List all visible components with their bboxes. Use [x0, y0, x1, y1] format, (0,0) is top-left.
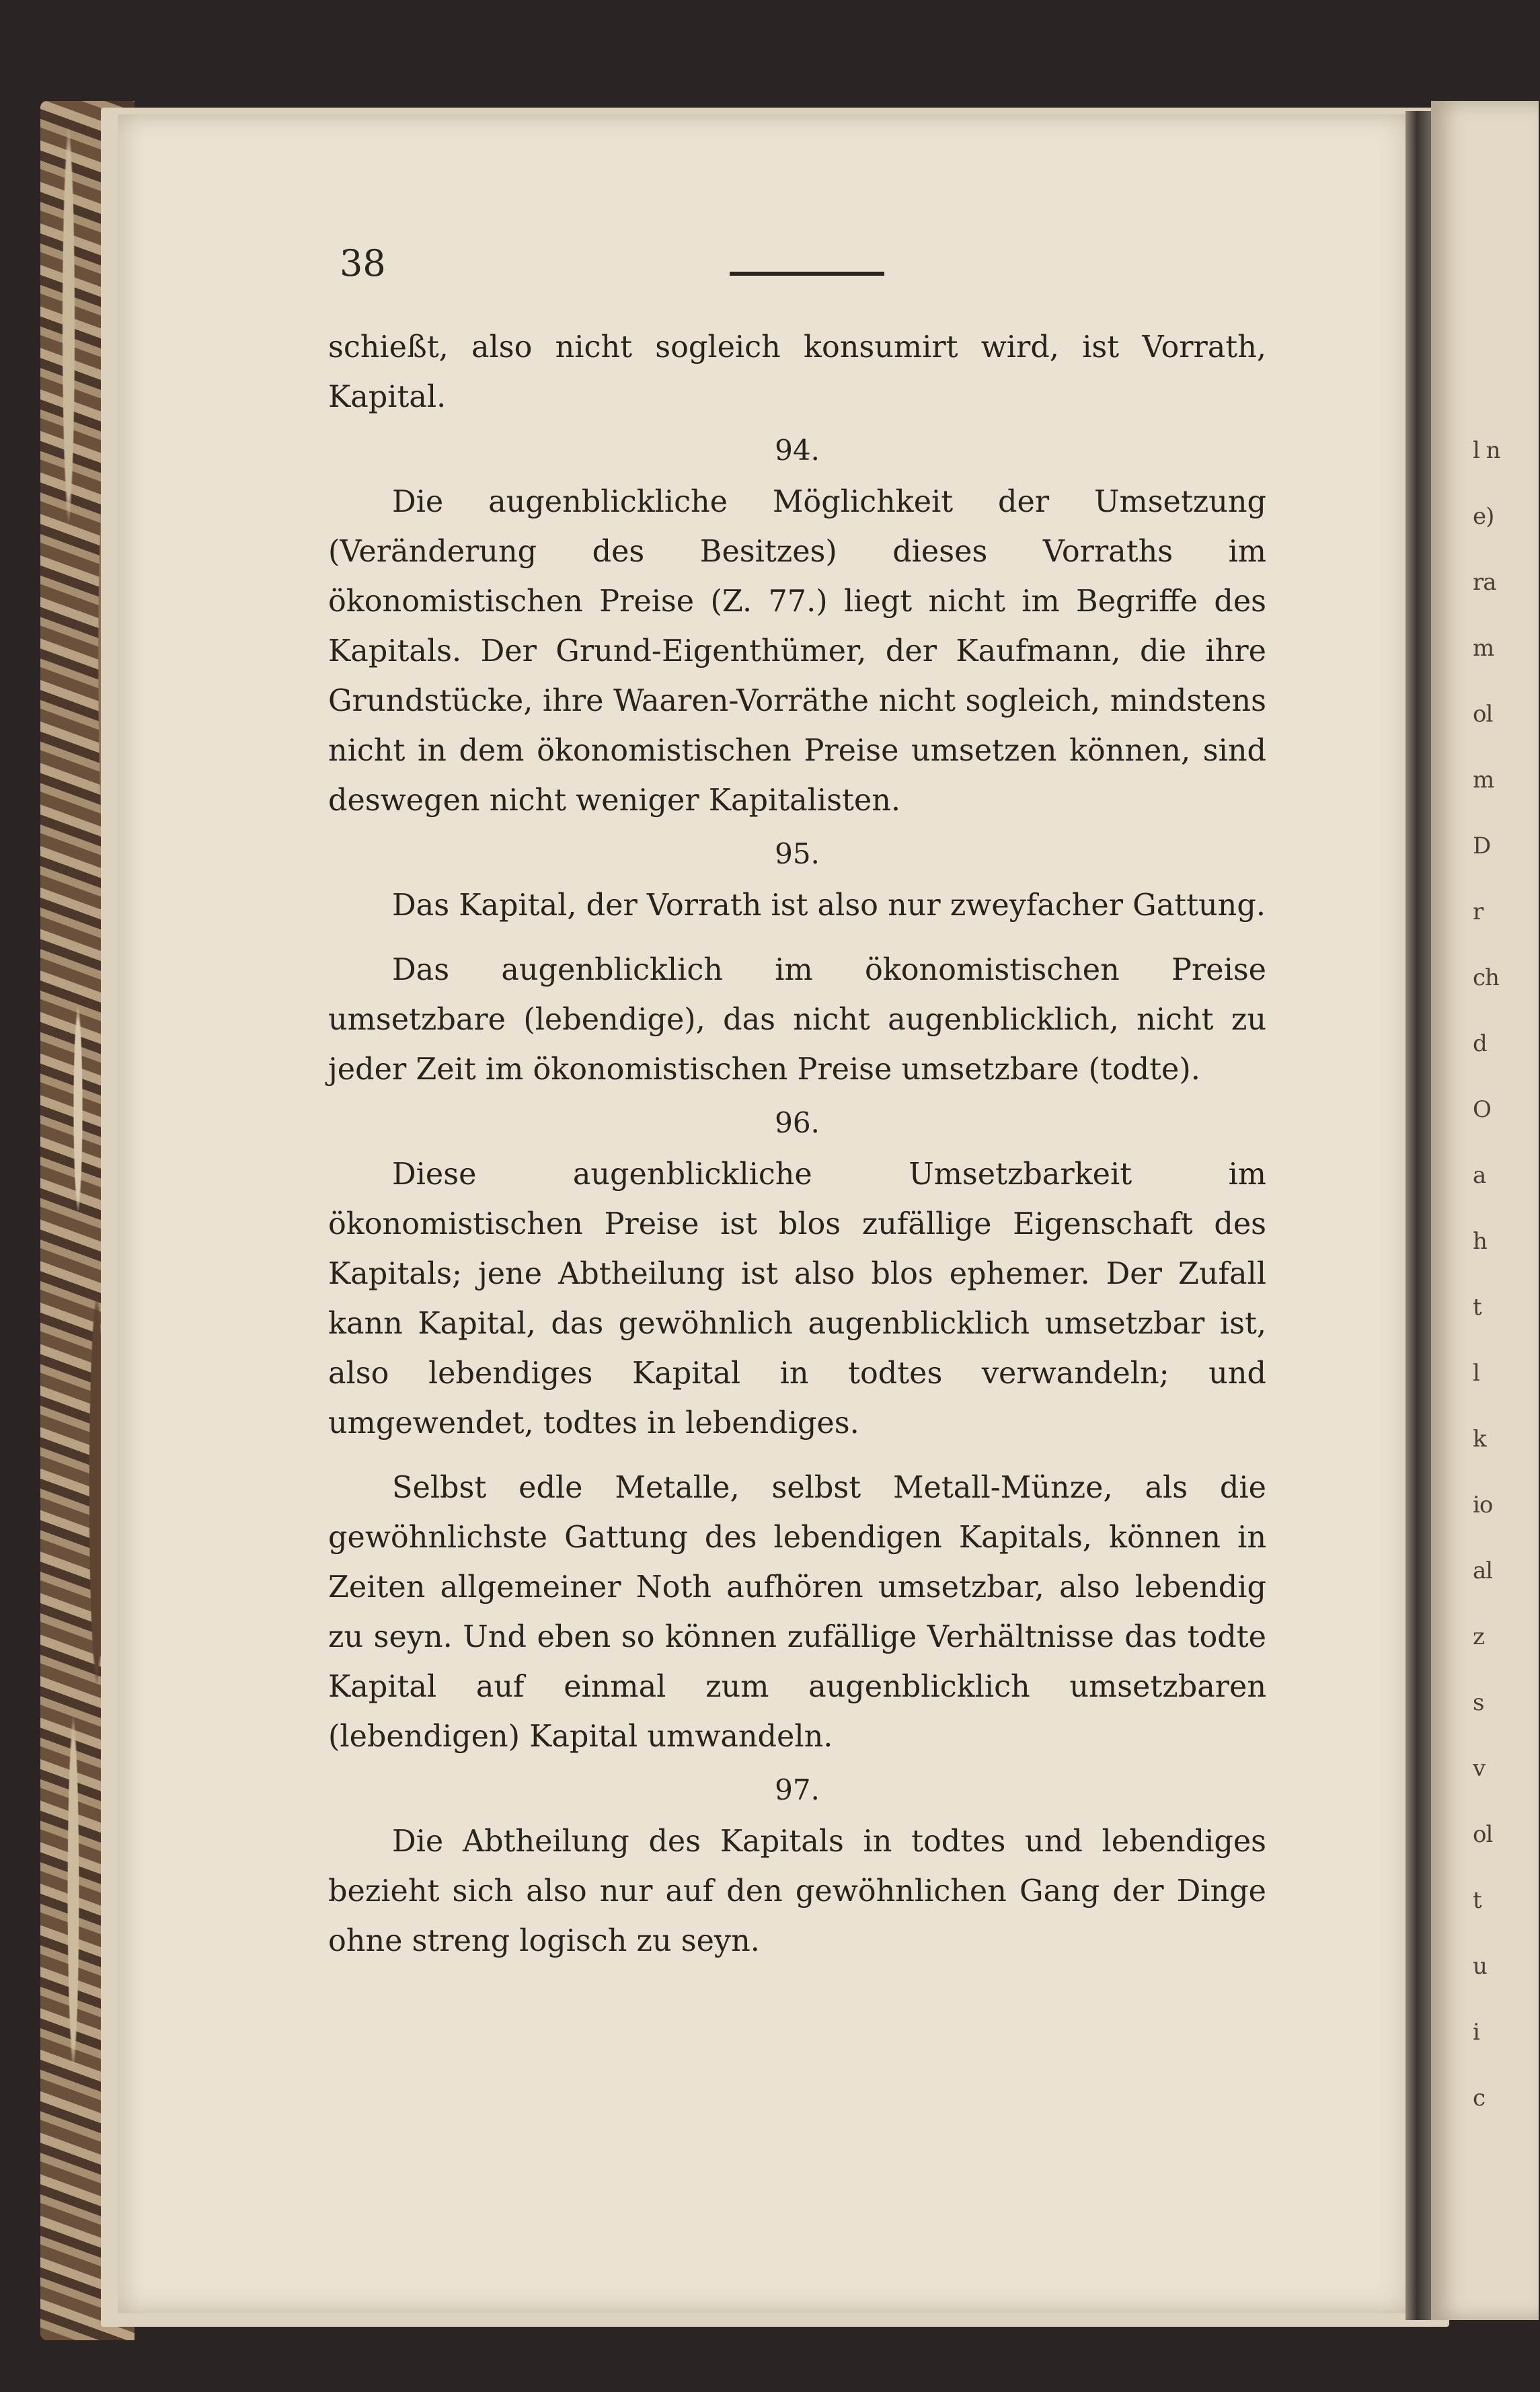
facing-page-fragment: io — [1473, 1492, 1493, 1518]
facing-page-fragment: t — [1473, 1294, 1481, 1321]
section-number: 96. — [775, 1106, 820, 1139]
facing-page-fragment: s — [1473, 1689, 1484, 1716]
section-number: 97. — [775, 1773, 820, 1806]
facing-page-fragment: z — [1473, 1623, 1484, 1650]
section-number: 95. — [775, 837, 820, 870]
facing-page — [1431, 101, 1539, 2320]
header-rule — [730, 272, 884, 276]
paragraph: schießt, also nicht sogleich konsumirt wird, ist Vorrath, Kapital. — [328, 330, 1266, 414]
page-body — [328, 323, 1266, 1966]
facing-page-fragment: D — [1473, 833, 1491, 859]
facing-page-fragment: d — [1473, 1030, 1487, 1057]
paragraph: Selbst edle Metalle, selbst Metall-Münze, als die gewöhnlichste Gattung des lebendigen Kapitals, können in Zeiten allgemeiner Noth aufhören umsetzbar, also lebendig zu seyn. Und eben so können zufällige Verhältnisse das todte Kapital auf einmal zum augenblicklich umsetzbaren (lebendigen) Kapital umwandeln. — [328, 1471, 1266, 1754]
paragraph: Die Abtheilung des Kapitals in todtes und lebendiges bezieht sich also nur auf den gewöhnlichen Gang der Dinge ohne streng logisch zu seyn. — [328, 1824, 1266, 1958]
page-number: 38 — [340, 242, 386, 284]
paragraph: Die augenblickliche Möglichkeit der Umsetzung (Veränderung des Besitzes) dieses Vorraths im ökonomistischen Preise (Z. 77.) liegt nicht im Begriffe des Kapitals. Der Grund-Eigenthümer, der Kaufmann, die ihre Grundstücke, ihre Waaren-Vorräthe nicht sogleich, mindstens nicht in dem ökonomistischen Preise umsetzen können, sind deswegen nicht weniger Kapitalisten. — [328, 485, 1266, 818]
facing-page-fragment: u — [1473, 1953, 1487, 1980]
facing-page-fragment: l — [1473, 1360, 1479, 1387]
facing-page-fragment: i — [1473, 2019, 1479, 2046]
paragraph: Diese augenblickliche Umsetzbarkeit im ökonomistischen Preise ist blos zufällige Eigenschaft des Kapitals; jene Abtheilung ist also blos ephemer. Der Zufall kann Kapital, das gewöhnlich augenblicklich umsetzbar ist, also lebendiges Kapital in todtes verwandeln; und umgewendet, todtes in lebendiges. — [328, 1157, 1266, 1440]
facing-page-fragment: al — [1473, 1557, 1493, 1584]
facing-page-fragment: c — [1473, 2085, 1486, 2112]
facing-page-fragment: m — [1473, 767, 1494, 794]
paragraph: Das Kapital, der Vorrath ist also nur zweyfacher Gattung. — [392, 888, 1266, 923]
facing-page-fragment: ra — [1473, 569, 1496, 596]
facing-page-fragment: ch — [1473, 964, 1499, 991]
facing-page-fragment: ol — [1473, 1821, 1493, 1848]
facing-page-fragment: O — [1473, 1096, 1491, 1123]
facing-page-fragment: l n — [1473, 437, 1500, 464]
facing-page-fragment: m — [1473, 635, 1494, 662]
facing-page-fragment: e) — [1473, 503, 1494, 530]
section-number: 94. — [775, 434, 820, 467]
facing-page-fragment: v — [1473, 1755, 1486, 1782]
paragraph: Das augenblicklich im ökonomistischen Preise umsetzbare (lebendige), das nicht augenblicklich, nicht zu jeder Zeit im ökonomistischen Preise umsetzbare (todte). — [328, 953, 1266, 1087]
facing-page-fragment: h — [1473, 1228, 1487, 1255]
book-gutter — [1406, 111, 1431, 2320]
facing-page-fragment: k — [1473, 1426, 1486, 1453]
facing-page-fragment: a — [1473, 1162, 1486, 1189]
facing-page-fragment: t — [1473, 1887, 1481, 1914]
facing-page-fragment: r — [1473, 898, 1484, 925]
facing-page-fragment: ol — [1473, 701, 1493, 728]
